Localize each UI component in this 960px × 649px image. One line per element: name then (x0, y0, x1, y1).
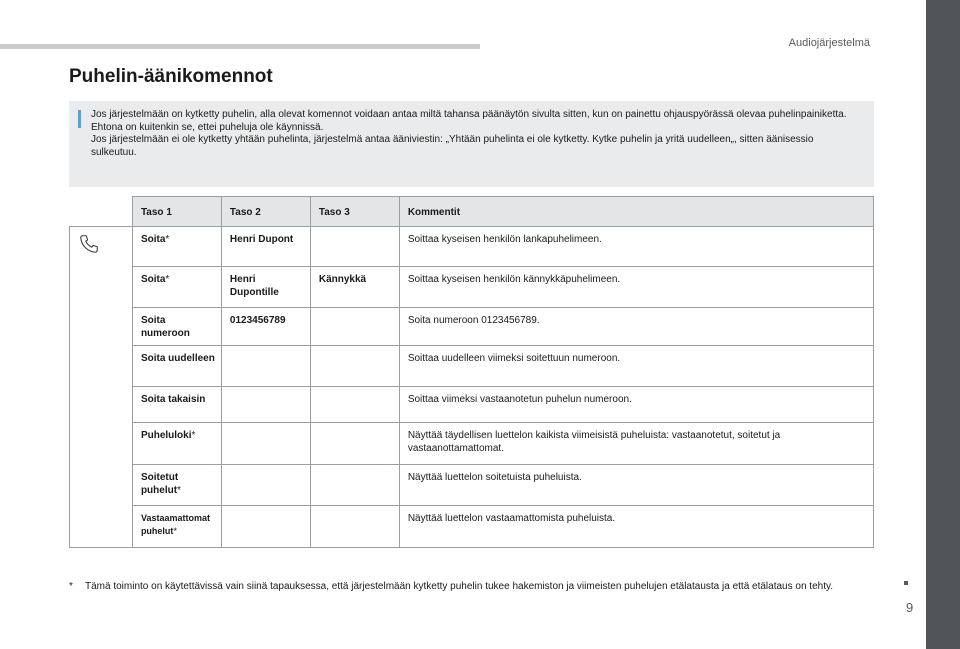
voice-command-table (69, 196, 874, 548)
row5-comment: Soittaa viimeksi vastaanotetun puhelun numeroon. (399, 387, 873, 423)
row6-comment: Näyttää täydellisen luettelon kaikista viimeisistä puheluista: vastaanotetut, soitetut ja vastaanottamattomat. (399, 423, 873, 465)
table-row (70, 423, 874, 465)
row6-level1: Puheluloki* (132, 423, 221, 465)
row1-level1: Soita* (132, 227, 221, 267)
table-row (70, 227, 874, 267)
row3-level2: 0123456789 (221, 308, 310, 346)
row4-level1: Soita uudelleen (132, 346, 221, 387)
row7-level1: Soitetut puhelut* (132, 465, 221, 506)
row7-comment: Näyttää luettelon soitetuista puheluista. (399, 465, 873, 506)
table-header-level2: Taso 2 (221, 197, 310, 227)
footnote-text: Tämä toiminto on käytettävissä vain siinä tapauksessa, että järjestelmään kytketty puhelin tukee hakemiston ja viimeisten puhelujen etälatausta ja että etälataus on tehty. (85, 581, 834, 592)
table-row (70, 346, 874, 387)
page-title: Puhelin-äänikomennot (69, 66, 273, 87)
footnote (69, 580, 869, 593)
page-number: 9 (906, 600, 914, 615)
row3-comment: Soita numeroon 0123456789. (399, 308, 873, 346)
info-note-line-2: Jos järjestelmään ei ole kytketty yhtään puhelinta, järjestelmä antaa ääniviestin: „Yhtään puhelinta ei ole kytketty. Kytke puhelin ja yritä uudelleen„, sitten äänisessio sulkeutuu. (91, 134, 814, 158)
row3-level3 (310, 308, 399, 346)
row5-level1: Soita takaisin (132, 387, 221, 423)
table-row (70, 387, 874, 423)
footnote-mark: * (69, 581, 73, 592)
table-header-blank (70, 197, 133, 227)
row8-comment: Näyttää luettelon vastaamattomista puheluista. (399, 506, 873, 548)
row2-level1: Soita* (132, 267, 221, 308)
row6-level2 (221, 423, 310, 465)
table-header-level3: Taso 3 (310, 197, 399, 227)
row1-comment: Soittaa kyseisen henkilön lankapuhelimeen. (399, 227, 873, 267)
info-icon (78, 110, 81, 128)
info-note-line-1: Jos järjestelmään on kytketty puhelin, alla olevat komennot voidaan antaa miltä tahansa päänäytön sivulta sitten, kun on painettu ohjauspyörässä olevaa puhelinpainiketta. Ehtona on kuitenkin se, ettei puheluja ole käynnissä. (91, 109, 847, 133)
row2-level3: Kännykkä (310, 267, 399, 308)
header-rule (0, 44, 480, 49)
page-dot (904, 581, 908, 585)
row7-level2 (221, 465, 310, 506)
table-header-row (70, 197, 874, 227)
row5-level3 (310, 387, 399, 423)
row4-level2 (221, 346, 310, 387)
row8-level3 (310, 506, 399, 548)
table-row (70, 308, 874, 346)
table-row (70, 267, 874, 308)
info-note (69, 101, 874, 187)
row2-comment: Soittaa kyseisen henkilön kännykkäpuhelimeen. (399, 267, 873, 308)
row4-comment: Soittaa uudelleen viimeksi soitettuun numeroon. (399, 346, 873, 387)
row2-level2: Henri Dupontille (221, 267, 310, 308)
row4-level3 (310, 346, 399, 387)
row1-level2: Henri Dupont (221, 227, 310, 267)
row5-level2 (221, 387, 310, 423)
table-header-level1: Taso 1 (132, 197, 221, 227)
row3-level1: Soita numeroon (132, 308, 221, 346)
table-row (70, 506, 874, 548)
section-label: Audiojärjestelmä (788, 37, 870, 49)
row7-level3 (310, 465, 399, 506)
table-header-comments: Kommentit (399, 197, 873, 227)
row8-level2 (221, 506, 310, 548)
row1-level3 (310, 227, 399, 267)
phone-icon-cell (70, 227, 133, 548)
row8-level1: Vastaamattomat puhelut* (132, 506, 221, 548)
table-row (70, 465, 874, 506)
info-note-text (91, 109, 861, 159)
phone-icon (78, 233, 100, 255)
side-band (926, 0, 960, 649)
row6-level3 (310, 423, 399, 465)
